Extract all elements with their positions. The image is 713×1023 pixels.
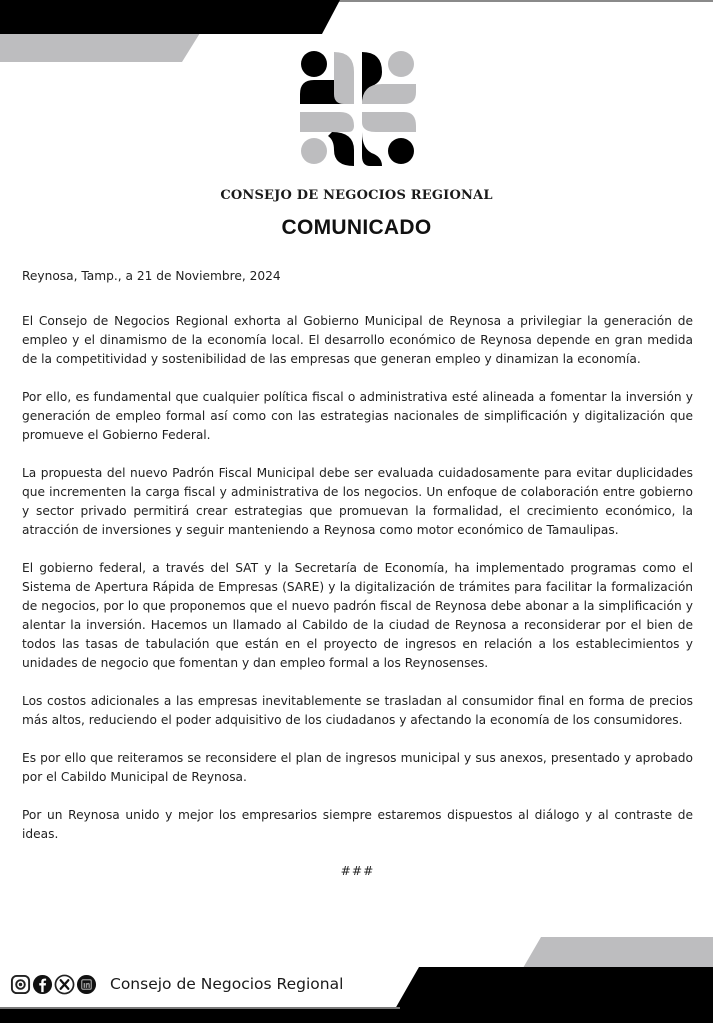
- date-line: Reynosa, Tamp., a 21 de Noviembre, 2024: [22, 269, 281, 283]
- bottom-divider-line: [0, 1007, 400, 1009]
- logo-circle-bottom-left: [301, 138, 327, 164]
- facebook-icon[interactable]: [32, 974, 53, 995]
- logo-petal-top-left-gray: [334, 52, 354, 104]
- logo-circle-bottom-right: [388, 138, 414, 164]
- footer: [10, 972, 343, 996]
- paragraph: Los costos adicionales a las empresas inevitablemente se trasladan al consumidor final en forma de precios más altos, reduciendo el poder adquisitivo de los ciudadanos y afectando la economía de los consumidores.: [22, 694, 693, 727]
- footer-organization-name: Consejo de Negocios Regional: [110, 975, 344, 993]
- logo-petal-bottom-right-black: [362, 132, 382, 166]
- linkedin-icon[interactable]: [76, 974, 97, 995]
- bottom-gray-band: [523, 937, 713, 968]
- document-title: COMUNICADO: [281, 216, 432, 239]
- top-black-band: [0, 0, 340, 34]
- paragraph: Por un Reynosa unido y mejor los empresarios siempre estaremos dispuestos al diálogo y al contraste de ideas.: [22, 808, 693, 841]
- document-body: [22, 267, 693, 900]
- instagram-icon[interactable]: [10, 974, 31, 995]
- logo-petal-bottom-right-gray: [362, 112, 416, 132]
- x-twitter-icon[interactable]: [54, 974, 75, 995]
- logo-petal-bottom-left-gray: [300, 112, 354, 132]
- logo-circle-top-right: [388, 51, 414, 77]
- logo-petal-top-right-gray: [362, 84, 416, 104]
- closing-mark: ###: [340, 864, 375, 878]
- top-gray-band: [0, 33, 200, 62]
- organization-name: CONSEJO DE NEGOCIOS REGIONAL: [220, 188, 493, 203]
- paragraph: Es por ello que reiteramos se reconsidere el plan de ingresos municipal y sus anexos, presentado y aprobado por el Cabildo Municipal de Reynosa.: [22, 751, 693, 784]
- paragraph: La propuesta del nuevo Padrón Fiscal Municipal debe ser evaluada cuidadosamente para evitar duplicidades que incrementen la carga fiscal y administrativa de los negocios. Un enfoque de colaboración entre gobierno y sector privado permitirá crear estrategias que promuevan la formalidad, el crecimiento económico, la atracción de inversiones y seguir manteniendo a Reynosa como motor económico de Tamaulipas.: [22, 466, 693, 537]
- logo-circle-top-left: [301, 51, 327, 77]
- paragraph: El gobierno federal, a través del SAT y la Secretaría de Economía, ha implementado programas como el Sistema de Apertura Rápida de Empresas (SARE) y la digitalización de trámites para facilitar la formalización de negocios, por lo que proponemos que el nuevo padrón fiscal de Reynosa debe abonar a la simplificación y alentar la inversión. Hacemos un llamado al Cabildo de la ciudad de Reynosa a reconsiderar por el bien de todos las tasas de tabulación que están en el proyecto de ingresos en relación a los establecimientos y unidades de negocio que fomentan y dan empleo formal a los Reynosenses.: [22, 561, 693, 670]
- paragraph: Por ello, es fundamental que cualquier política fiscal o administrativa esté alineada a fomentar la inversión y generación de empleo formal así como con las estrategias nacionales de simplificación y digitalización que promueve el Gobierno Federal.: [22, 390, 693, 442]
- paragraph: El Consejo de Negocios Regional exhorta al Gobierno Municipal de Reynosa a privilegiar la generación de empleo y el dinamismo de la economía local. El desarrollo económico de Reynosa depende en gran medida de la competitividad y sostenibilidad de las empresas que generan empleo y dinamizan la economía.: [22, 314, 693, 366]
- logo: [300, 50, 416, 166]
- logo-petal-bottom-left-black: [328, 132, 354, 166]
